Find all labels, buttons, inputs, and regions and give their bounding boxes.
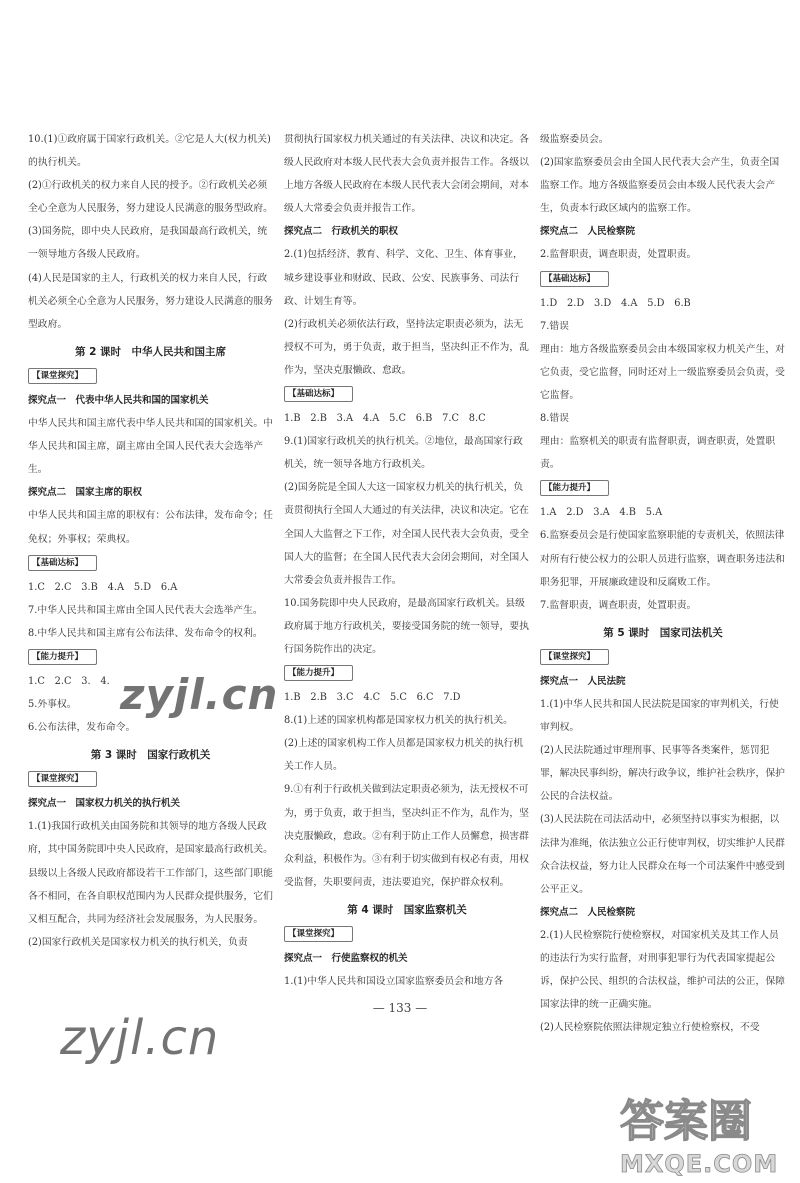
answer-text: (3)人民法院在司法活动中，必须坚持以事实为根据，以法律为准绳，依法独立公正行使审判权，切实维护人民群众合法权益，努力让人民群众在每一个司法案件中感受到公平正义。	[540, 814, 785, 895]
answer-text: (2)国务院是全国人大这一国家权力机关的执行机关，负责贯彻执行全国人大通过的有关法律，决议和决定。它在全国人大监督之下工作，对全国人民代表大会负责，受全国人大的监督；在全国人民代表大会闭会期间，对全国人大常委会负责并报告工作。	[284, 482, 529, 586]
answer-text: 10.国务院即中央人民政府，是最高国家行政机关。县级政府属于地方行政机关，要接受国务院的统一领导，要执行国务院作出的决定。	[284, 597, 529, 655]
inquiry-title: 探究点一 国家权力机关的执行机关	[28, 798, 181, 810]
answer-text: 8.错误	[540, 413, 569, 425]
inquiry-title: 探究点二 人民检察院	[540, 906, 636, 918]
section-label: 【基础达标】	[28, 555, 97, 571]
answer-text: (4)人民是国家的主人，行政机关的权力来自人民，行政机关必须全心全意为人民服务，努力建设人民满意的服务型政府。	[28, 272, 273, 330]
watermark-url: MXQE.COM	[620, 1150, 779, 1178]
page-number: — 133 —	[372, 1001, 428, 1015]
answer-text: 2.(1)人民检察院行使检察权，对国家机关及其工作人员的违法行为实行监督，对刑事犯罪行为代表国家提起公诉，保护公民、组织的合法权益，维护司法的公正，保障国家法律的统一正确实施。	[540, 929, 785, 1011]
column-middle	[284, 128, 530, 993]
inquiry-title: 探究点二 国家主席的职权	[28, 487, 143, 499]
answer-text: 级监察委员会。	[540, 134, 609, 145]
answer-text: (2)①行政机关的权力来自人民的授予。②行政机关必须全心全意为人民服务，努力建设人民满意的服务型政府。	[28, 180, 273, 215]
answer-text: (2)上述的国家机构工作人员都是国家权力机关的执行机关工作人员。	[284, 738, 524, 773]
answer-key: 1.B 2.B 3.C 4.C 5.C 6.C 7.D	[284, 692, 461, 704]
inquiry-title: 探究点一 行使监察权的机关	[284, 953, 408, 964]
answer-text: 9.(1)国家行政机关的执行机关。②地位，最高国家行政机关，统一领导各地方行政机关。	[284, 436, 523, 471]
answer-text: 中华人民共和国主席代表中华人民共和国的国家机关。中华人民共和国主席，副主席由全国人民代表大会选举产生。	[28, 418, 273, 476]
answer-text: (2)国家行政机关是国家权力机关的执行机关，负责	[28, 936, 248, 948]
answer-text: 2.(1)包括经济、教育、科学、文化、卫生、体育事业，城乡建设事业和财政、民政、公安、民族事务、司法行政、计划生育等。	[284, 249, 523, 307]
answer-text: 1.(1)中华人民共和国人民法院是国家的审判机关，行使审判权。	[540, 698, 779, 734]
column-right	[540, 128, 786, 1039]
lesson-title: 第 3 课时 国家行政机关	[90, 749, 211, 762]
watermark-zyjl-small: zyjl.cn	[120, 670, 279, 719]
answer-text: 8.中华人民共和国主席有公布法律、发布命令的权利。	[28, 627, 263, 639]
section-label: 【课堂探究】	[284, 926, 353, 942]
section-label: 【基础达标】	[284, 386, 353, 402]
answer-key: 1.B 2.B 3.A 4.A 5.C 6.B 7.C 8.C	[284, 413, 486, 425]
answer-text: 2.监督职责，调查职责，处置职责。	[540, 249, 697, 261]
answer-text: 1.(1)中华人民共和国设立国家监察委员会和地方各	[284, 976, 504, 988]
inquiry-title: 探究点一 人民法院	[540, 675, 626, 687]
answer-text: (2)人民法院通过审理刑事、民事等各类案件，惩罚犯罪，解决民事纠纷，解决行政争议，维护社会秩序，保护公民的合法权益。	[540, 745, 785, 803]
section-label: 【能力提升】	[284, 665, 353, 681]
answer-text: 6.监察委员会是行使国家监察职能的专责机关，依照法律对所有行使公权力的公职人员进行监察，调查职务违法和职务犯罪，开展廉政建设和反腐败工作。	[540, 530, 785, 588]
answer-text: 7.中华人民共和国主席由全国人民代表大会选举产生。	[28, 604, 263, 616]
answer-text: (2)人民检察院依照法律规定独立行使检察权，不受	[540, 1022, 760, 1034]
answer-text: 5.外事权。	[28, 698, 77, 710]
answer-text: (3)国务院，即中央人民政府，是我国最高行政机关，统一领导地方各级人民政府。	[28, 226, 268, 261]
section-label: 【基础达标】	[540, 271, 609, 287]
answer-text: 8.(1)上述的国家机构都是国家权力机关的执行机关。	[284, 715, 513, 727]
section-label: 【课堂探究】	[28, 368, 97, 384]
inquiry-title: 探究点二 行政机关的职权	[284, 226, 399, 238]
lesson-title: 第 2 课时 中华人民共和国主席	[74, 345, 227, 358]
answer-text: 1.(1)我国行政机关由国务院和其领导的地方各级人民政府，其中国务院即中央人民政府，是国家最高行政机关。县级以上各级人民政府都设若干工作部门，这些部门职能各不相同，在各自职权范围内为人民群众提供服务，它们又相互配合，共同为经济社会发展服务，为人民服务。	[28, 821, 273, 925]
answer-key: 1.D 2.D 3.D 4.A 5.D 6.B	[540, 297, 691, 309]
answer-text: 6.公布法律，发布命令。	[28, 722, 136, 734]
answer-key: 1.C 2.C 3. 4.	[28, 675, 110, 687]
watermark-logo: 答案圈	[620, 1096, 752, 1147]
section-label: 【课堂探究】	[540, 649, 609, 665]
inquiry-title: 探究点一 代表中华人民共和国的国家机关	[28, 394, 209, 406]
answer-text: 7.错误	[540, 320, 569, 332]
answer-key: 1.C 2.C 3.B 4.A 5.D 6.A	[28, 581, 178, 593]
answer-text: (2)行政机关必须依法行政，坚持法定职责必须为，法无授权不可为，勇于负责，敢于担当，坚决纠正不作为，乱作为，坚决克服懒政、怠政。	[284, 318, 529, 376]
answer-key: 1.A 2.D 3.A 4.B 5.A	[540, 507, 663, 519]
lesson-title: 第 5 课时 国家司法机关	[603, 626, 723, 639]
answer-text: 中华人民共和国主席的职权有：公布法律，发布命令；任免权；外事权；荣典权。	[28, 510, 273, 545]
inquiry-title: 探究点二 人民检察院	[540, 226, 636, 238]
answer-text: (2)国家监察委员会由全国人民代表大会产生，负责全国监察工作。地方各级监察委员会由本级人民代表大会产生，负责本行政区域内的监察工作。	[540, 157, 780, 215]
lesson-title: 第 4 课时 国家监察机关	[347, 903, 467, 916]
section-label: 【能力提升】	[28, 649, 97, 665]
column-left	[28, 128, 273, 954]
answer-text: 10.(1)①政府属于国家行政机关。②它是人大(权力机关)的执行机关。	[28, 134, 271, 169]
answer-text: 理由：监察机关的职责有监督职责，调查职责，处置职责。	[540, 436, 776, 471]
answer-text: 贯彻执行国家权力机关通过的有关法律、决议和决定。各级人民政府对本级人民代表大会负责并报告工作。各级以上地方各级人民政府在本级人民代表大会闭会期间，对本级人大常委会负责并报告工作。	[284, 134, 529, 215]
answer-text: 9.①有利于行政机关做到法定职责必须为，法无授权不可为，勇于负责，敢于担当，坚决纠正不作为，乱作为，坚决克服懒政，怠政。②有利于防止工作人员懈怠，损害群众利益，积极作为。③有利于切实做到有权必有责，用权受监督，失职要问责，违法要追究，保护群众权利。	[284, 784, 529, 888]
section-label: 【课堂探究】	[28, 771, 97, 787]
watermark-zyjl-large: zyjl.cn	[60, 1010, 220, 1066]
answer-text: 7.监督职责，调查职责，处置职责。	[540, 599, 697, 611]
section-label: 【能力提升】	[540, 480, 609, 496]
answer-text: 理由：地方各级监察委员会由本级国家权力机关产生，对它负责，受它监督，同时还对上一级监察委员会负责，受它监督。	[540, 343, 785, 401]
